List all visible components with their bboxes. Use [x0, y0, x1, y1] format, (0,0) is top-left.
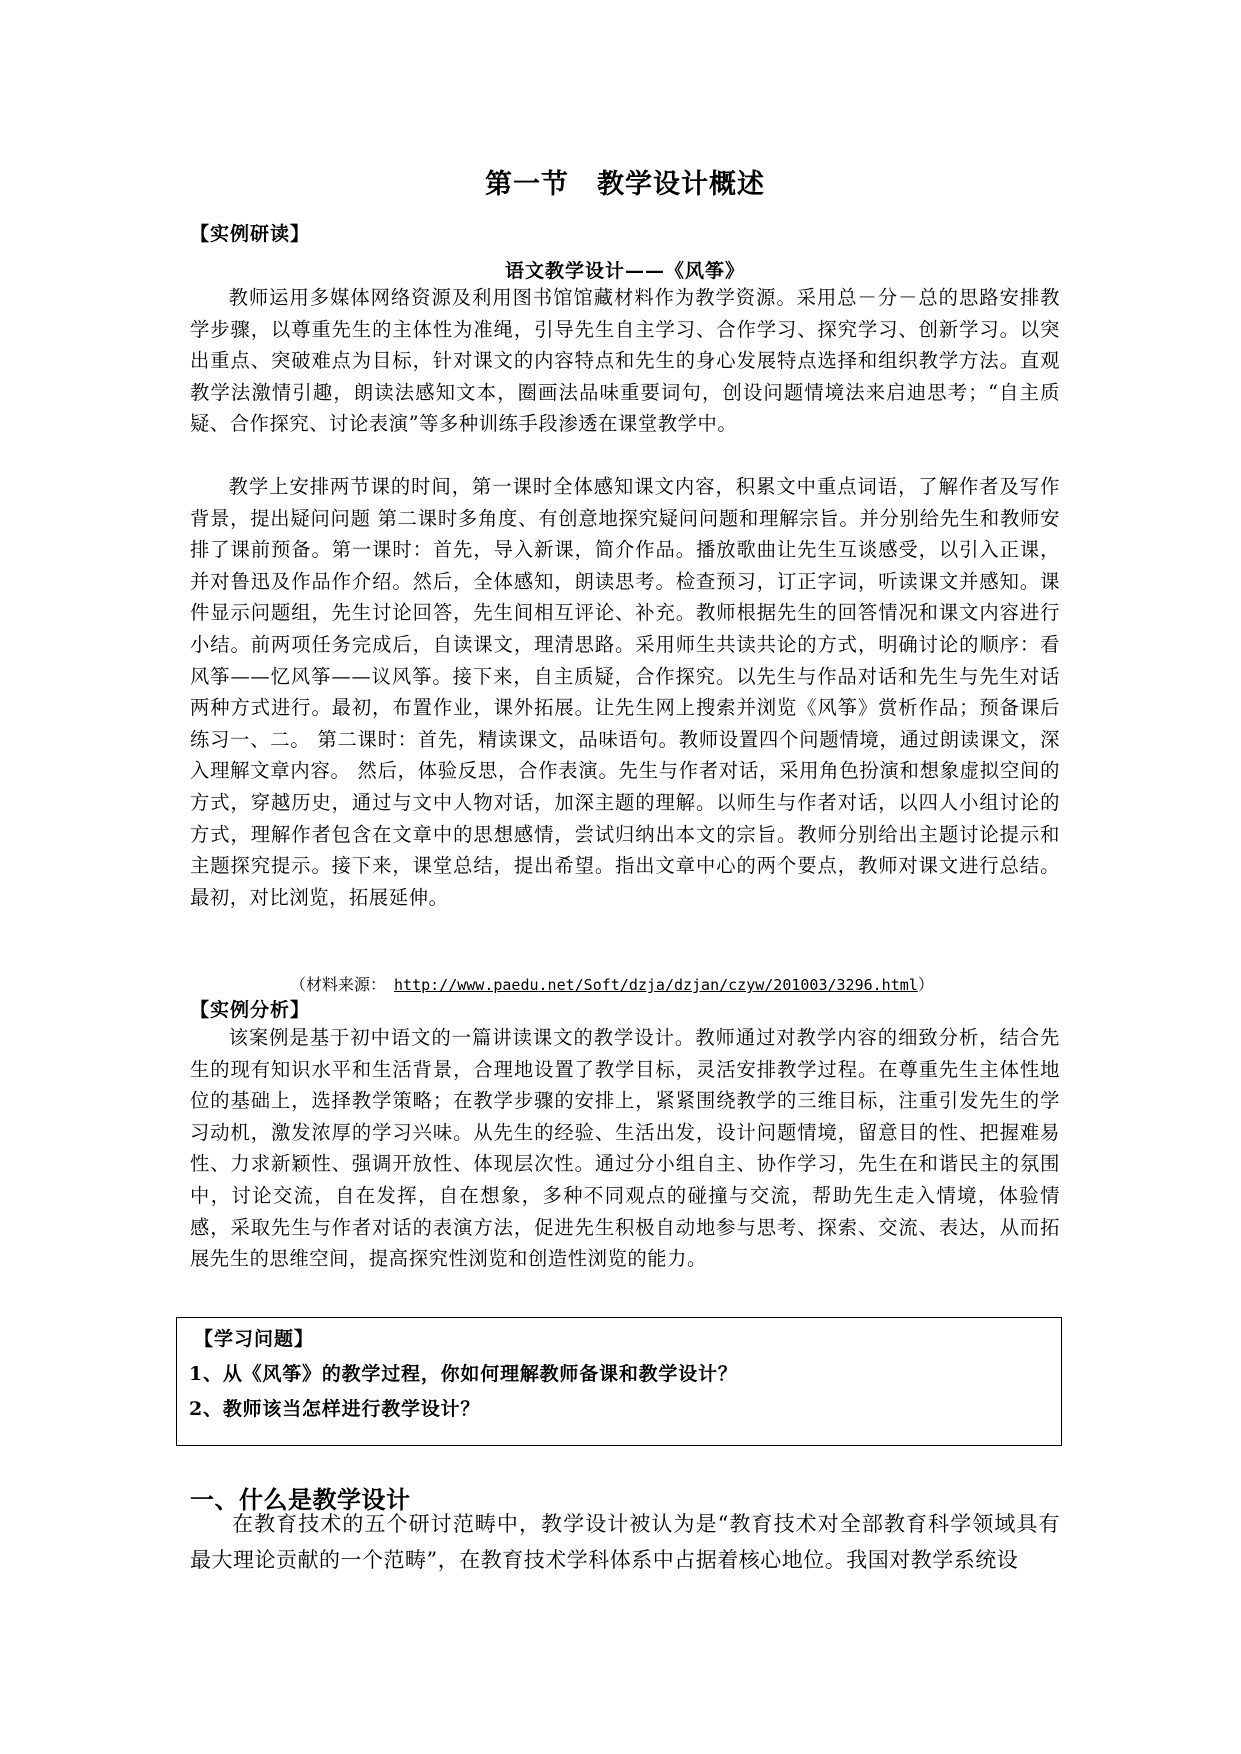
question-item-2: 2、教师该当怎样进行教学设计？ [189, 1398, 481, 1420]
source-prefix: （材料来源： [290, 975, 395, 994]
analysis-label: 【实例分析】 [190, 999, 311, 1021]
material-source [290, 972, 934, 995]
analysis-paragraph: 该案例是基于初中语文的一篇讲读课文的教学设计。教师通过对教学内容的细致分析，结合先生的现有知识水平和生活背景，合理地设置了教学目标，灵活安排教学过程。在尊重先生主体性地位的基础上，选择教学策略；在教学步骤的安排上，紧紧围绕教学的三维目标，注重引发先生的学习动机，激发浓厚的学习兴味。从先生的经验、生活出发，设计问题情境，留意目的性、把握难易性、力求新颖性、强调开放性、体现层次性。通过分小组自主、协作学习，先生在和谐民主的氛围中，讨论交流，自在发挥，自在想象，多种不同观点的碰撞与交流，帮助先生走入情境，体验情感，采取先生与作者对话的表演方法，促进先生积极自动地参与思考、探索、交流、表达，从而拓展先生的思维空间，提高探究性浏览和创造性浏览的能力。 [190, 1026, 1060, 1271]
question-item-1: 1、从《风筝》的教学过程，你如何理解教师备课和教学设计？ [189, 1363, 738, 1385]
section-paragraph: 在教育技术的五个研讨范畴中，教学设计被认为是“教育技术对全部教育科学领域具有最大理论贡献的一个范畴”，在教育技术学科体系中占据着核心地位。我国对教学系统设 [190, 1512, 1060, 1572]
case-study-label: 【实例研读】 [190, 223, 311, 245]
source-link[interactable]: http://www.paedu.net/Soft/dzja/dzjan/czyw/201003/3296.html [394, 976, 918, 994]
learning-questions-label: 【学习问题】 [194, 1328, 315, 1350]
case-study-paragraph-1: 教师运用多媒体网络资源及利用图书馆馆藏材料作为教学资源。采用总－分－总的思路安排教学步骤，以尊重先生的主体性为准绳，引导先生自主学习、合作学习、探究学习、创新学习。以突出重点、突破难点为目标，针对课文的内容特点和先生的身心发展特点选择和组织教学方法。直观教学法激情引趣，朗读法感知文本，圈画法品味重要词句，创设问题情境法来启迪思考；“自主质疑、合作探究、讨论表演”等多种训练手段渗透在课堂教学中。 [190, 286, 1060, 436]
case-study-paragraph-2: 教学上安排两节课的时间，第一课时全体感知课文内容，积累文中重点词语，了解作者及写作背景，提出疑问问题 第二课时多角度、有创意地探究疑问问题和理解宗旨。并分别给先生和教师安排了课前预备。第一课时：首先，导入新课，简介作品。播放歌曲让先生互谈感受，以引入正课，并对鲁迅及作品作介绍。然后，全体感知，朗读思考。检查预习，订正字词，听读课文并感知。课件显示问题组，先生讨论回答，先生间相互评论、补充。教师根据先生的回答情况和课文内容进行小结。前两项任务完成后，自读课文，理清思路。采用师生共读共论的方式，明确讨论的顺序：看风筝——忆风筝——议风筝。接下来，自主质疑，合作探究。以先生与作品对话和先生与先生对话两种方式进行。最初，布置作业，课外拓展。让先生网上搜索并浏览《风筝》赏析作品；预备课后练习一、二。 第二课时：首先，精读课文，品味语句。教师设置四个问题情境，通过朗读课文，深入理解文章内容。 然后，体验反思，合作表演。先生与作者对话，采用角色扮演和想象虚拟空间的方式，穿越历史，通过与文中人物对话，加深主题的理解。以师生与作者对话，以四人小组讨论的方式，理解作者包含在文章中的思想感情，尝试归纳出本文的宗旨。教师分别给出主题讨论提示和主题探究提示。接下来，课堂总结，提出希望。指出文章中心的两个要点，教师对课文进行总结。最初，对比浏览，拓展延伸。 [190, 475, 1060, 909]
source-suffix: ） [917, 975, 934, 994]
section-heading: 一、什么是教学设计 [190, 1485, 411, 1514]
page-title: 第一节 教学设计概述 [485, 169, 765, 200]
case-study-subtitle: 语文教学设计——《风筝》 [504, 260, 745, 282]
learning-questions-box [176, 1317, 1062, 1446]
